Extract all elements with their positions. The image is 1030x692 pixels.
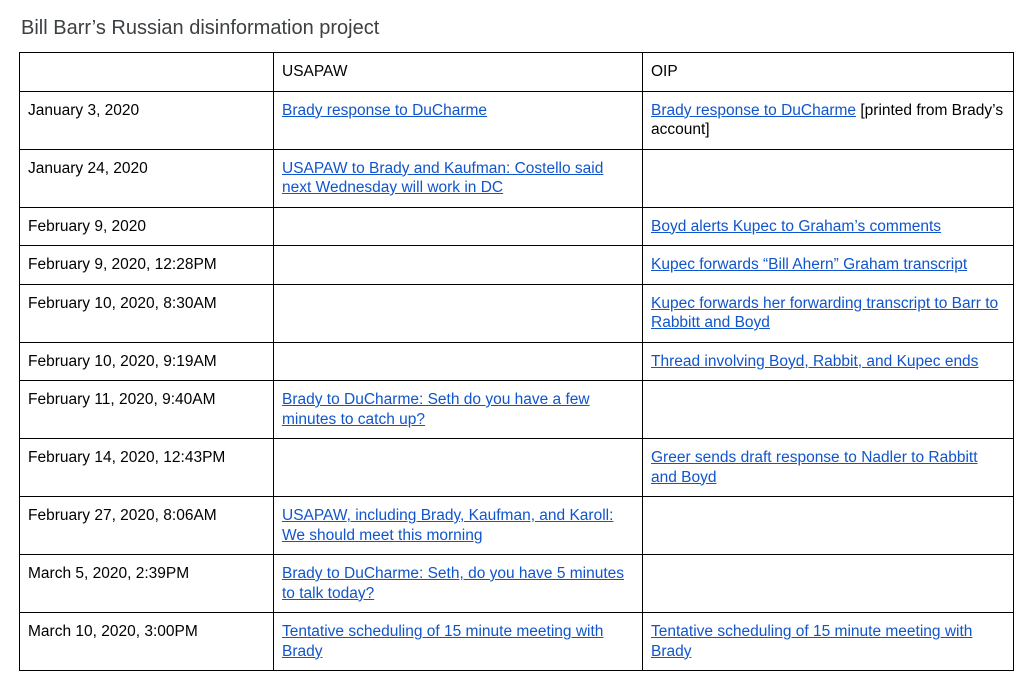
oip-cell — [643, 342, 1014, 381]
oip-cell — [643, 91, 1014, 149]
usapaw-cell — [274, 149, 643, 207]
date-text: February 9, 2020, 12:28PM — [28, 256, 217, 273]
timeline-table — [19, 52, 1014, 671]
date-text: February 10, 2020, 9:19AM — [28, 352, 217, 370]
date-cell — [20, 555, 274, 613]
date-cell — [20, 497, 274, 555]
oip-note: [printed from Brady’s account] — [651, 101, 1004, 138]
date-cell — [20, 613, 274, 671]
date-text: February 9, 2020 — [28, 217, 147, 235]
oip-cell — [643, 613, 1014, 671]
date-cell — [20, 342, 274, 381]
date-cell — [20, 149, 274, 207]
usapaw-cell — [274, 91, 643, 149]
date-text: February 27, 2020, 8:06AM — [28, 507, 217, 524]
header-usapaw: USAPAW — [274, 53, 643, 92]
date-text: February 10, 2020, 8:30AM — [28, 294, 217, 312]
date-text: January 24, 2020 — [28, 159, 148, 177]
usapaw-cell — [274, 381, 643, 439]
oip-cell — [643, 284, 1014, 342]
table-row — [20, 497, 1014, 555]
usapaw-cell — [274, 497, 643, 555]
date-text: February 11, 2020, 9:40AM — [28, 391, 216, 408]
usapaw-document-link[interactable]: Tentative scheduling of 15 minute meeting with Brady — [282, 623, 604, 660]
usapaw-document-link[interactable]: USAPAW, including Brady, Kaufman, and Karoll: We should meet this morning — [282, 507, 614, 544]
usapaw-document-link[interactable]: Brady to DuCharme: Seth, do you have 5 minutes to talk today? — [282, 565, 625, 602]
table-header-row — [20, 53, 1014, 92]
oip-cell — [643, 497, 1014, 555]
table-row — [20, 149, 1014, 207]
date-cell — [20, 439, 274, 497]
table-row — [20, 342, 1014, 381]
date-cell — [20, 91, 274, 149]
oip-document-link[interactable]: Tentative scheduling of 15 minute meeting with Brady — [651, 623, 973, 660]
date-cell — [20, 246, 274, 285]
header-date — [20, 53, 274, 92]
table-row — [20, 439, 1014, 497]
oip-cell — [643, 439, 1014, 497]
date-text: March 10, 2020, 3:00PM — [28, 623, 198, 640]
table-body — [20, 91, 1014, 671]
usapaw-cell — [274, 342, 643, 381]
document-title: Bill Barr’s Russian disinformation project — [21, 17, 380, 39]
table-row — [20, 555, 1014, 613]
oip-document-link[interactable]: Kupec forwards her forwarding transcript to Barr to Rabbitt and Boyd — [651, 294, 999, 331]
date-text: March 5, 2020, 2:39PM — [28, 565, 190, 582]
date-text: January 3, 2020 — [28, 101, 140, 119]
oip-cell — [643, 246, 1014, 285]
table-row — [20, 246, 1014, 285]
table-row — [20, 207, 1014, 246]
oip-cell — [643, 381, 1014, 439]
oip-document-link[interactable]: Kupec forwards “Bill Ahern” Graham transcript — [651, 256, 968, 273]
usapaw-document-link[interactable]: Brady response to DuCharme — [282, 101, 488, 119]
table-row — [20, 613, 1014, 671]
oip-document-link[interactable]: Boyd alerts Kupec to Graham’s comments — [651, 217, 942, 235]
usapaw-cell — [274, 613, 643, 671]
date-cell — [20, 381, 274, 439]
usapaw-document-link[interactable]: USAPAW to Brady and Kaufman: Costello said next Wednesday will work in DC — [282, 159, 604, 196]
header-oip: OIP — [643, 53, 1014, 92]
table-row — [20, 381, 1014, 439]
oip-cell — [643, 555, 1014, 613]
usapaw-document-link[interactable]: Brady to DuCharme: Seth do you have a few minutes to catch up? — [282, 391, 590, 428]
usapaw-cell — [274, 284, 643, 342]
oip-cell — [643, 149, 1014, 207]
table-row — [20, 91, 1014, 149]
date-cell — [20, 207, 274, 246]
table-row — [20, 284, 1014, 342]
oip-cell — [643, 207, 1014, 246]
oip-document-link[interactable]: Thread involving Boyd, Rabbit, and Kupec ends — [651, 352, 979, 370]
usapaw-cell — [274, 207, 643, 246]
date-text: February 14, 2020, 12:43PM — [28, 449, 226, 466]
oip-document-link[interactable]: Brady response to DuCharme — [651, 101, 857, 119]
date-cell — [20, 284, 274, 342]
usapaw-cell — [274, 555, 643, 613]
oip-document-link[interactable]: Greer sends draft response to Nadler to Rabbitt and Boyd — [651, 449, 978, 486]
usapaw-cell — [274, 439, 643, 497]
usapaw-cell — [274, 246, 643, 285]
